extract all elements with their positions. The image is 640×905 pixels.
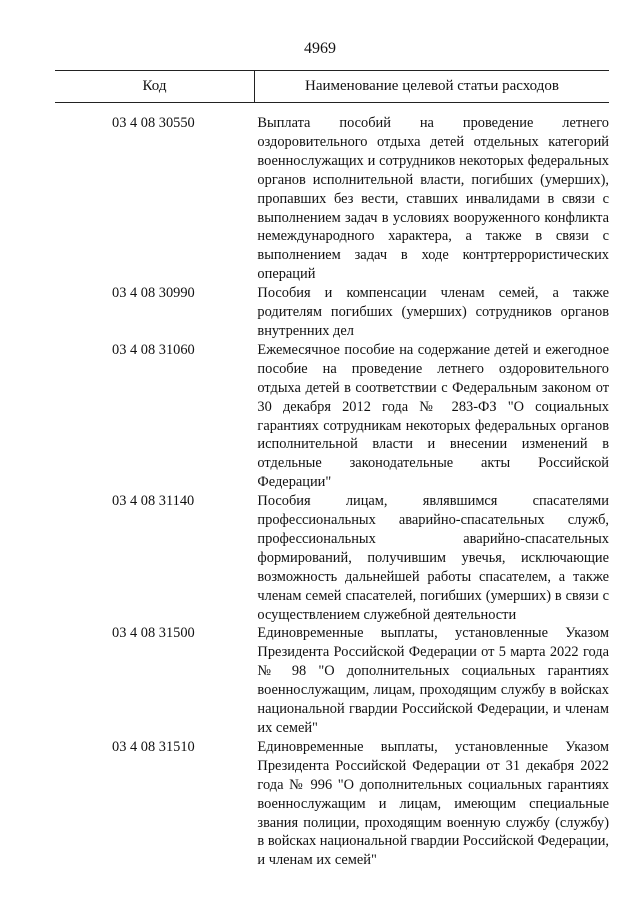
table-body <box>55 114 609 870</box>
table-row <box>55 114 609 284</box>
row-description: Единовременные выплаты, установленные Указом Президента Российской Федерации от 31 декабря 2022 года № 996 "О дополнительных социальных гарантиях военнослужащим и лицам, имеющим специальные звания полиции, проходящим военную службу (службу) в войсках национальной гвардии Российской Федерации, и членам их семей" <box>257 738 609 869</box>
row-description: Пособия лицам, являвшимся спасателями профессиональных аварийно-спасательных служб, профессиональных аварийно-спасательных формирований, получившим увечья, исключающие возможность дальнейшей работы спасателем, а также членам семей спасателей, погибших (умерших) в связи с осуществлением служебной деятельности <box>257 493 609 623</box>
row-code: 03 4 08 31060 <box>112 341 195 358</box>
row-description: Пособия и компенсации членам семей, а также родителям погибших (умерших) сотрудников органов внутренних дел <box>257 285 609 339</box>
table-row <box>55 492 609 624</box>
row-code: 03 4 08 31510 <box>112 738 195 755</box>
table-row <box>55 738 609 870</box>
row-code: 03 4 08 31500 <box>112 625 195 642</box>
table-row <box>55 284 609 341</box>
page-number: 4969 <box>304 40 336 57</box>
table-row <box>55 341 609 492</box>
table-header <box>55 70 609 103</box>
row-code: 03 4 08 31140 <box>112 493 195 510</box>
row-description: Выплата пособий на проведение летнего оздоровительного отдыха детей отдельных категорий военнослужащих и сотрудников некоторых федеральных органов исполнительной власти, погибших (умерших), пропавших без вести, ставших инвалидами в связи с выполнением задач в условиях вооруженного конфликта немеждународного характера, а также в связи с выполнением задач в ходе контртеррористических операций <box>257 115 609 283</box>
header-name: Наименование целевой статьи расходов <box>305 78 559 94</box>
row-description: Ежемесячное пособие на содержание детей и ежегодное пособие на проведение летнего оздоровительного отдыха детей в соответствии с Федеральным законом от 30 декабря 2012 года № 283-ФЗ "О социальных гарантиях сотрудникам некоторых федеральных органов исполнительной власти и внесении изменений в отдельные законодательные акты Российской Федерации" <box>257 341 609 491</box>
table-row <box>55 624 609 737</box>
row-code: 03 4 08 30990 <box>112 285 195 302</box>
row-code: 03 4 08 30550 <box>112 115 195 131</box>
header-code: Код <box>142 78 167 94</box>
row-description: Единовременные выплаты, установленные Указом Президента Российской Федерации от 5 марта 2022 года № 98 "О дополнительных социальных гарантиях военнослужащим, лицам, проходящим службу в войсках национальной гвардии Российской Федерации, и членам их семей" <box>257 625 609 736</box>
